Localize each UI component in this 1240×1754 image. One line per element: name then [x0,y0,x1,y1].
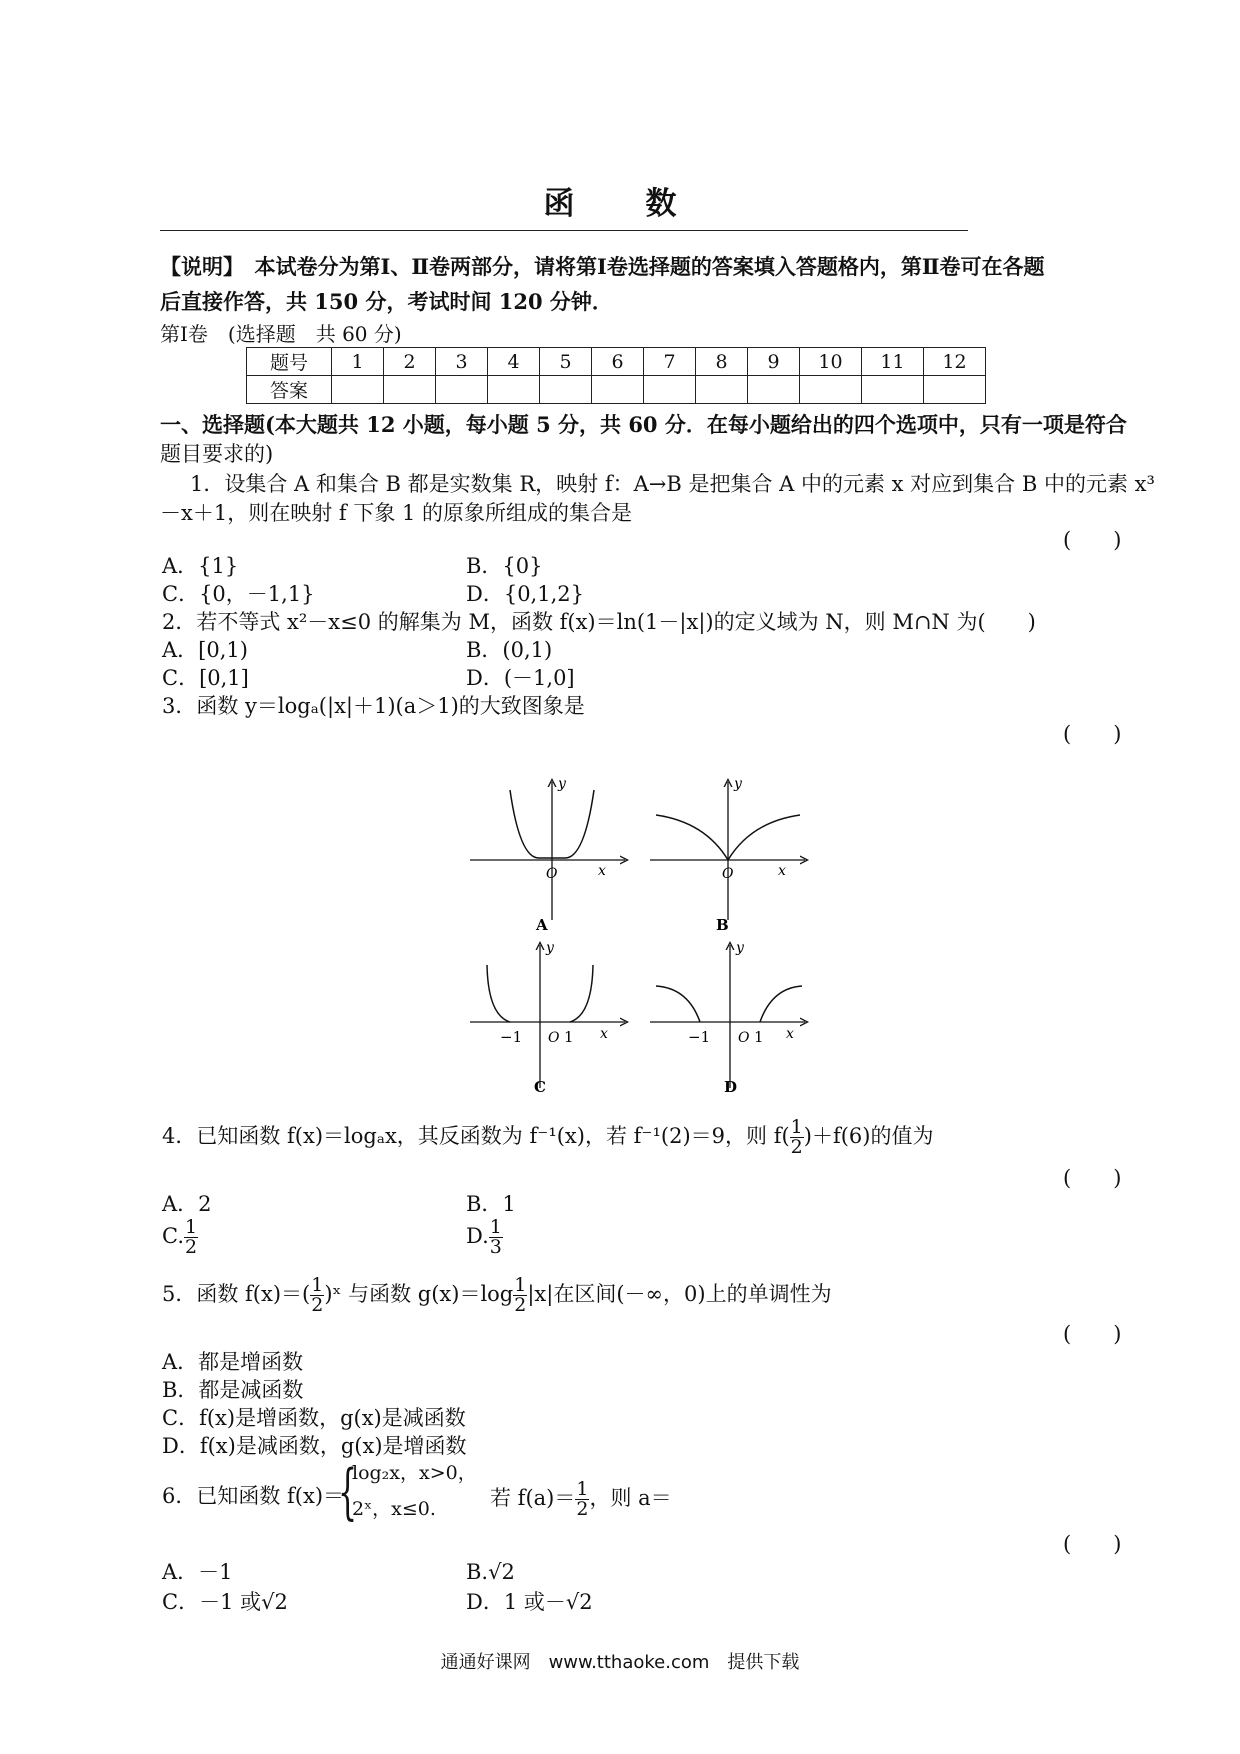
q6-answer-paren: ( ) [1063,1532,1122,1556]
q5-frac2-num: 1 [514,1274,527,1296]
graph-d-label: D [724,1078,738,1096]
q5-option-d[interactable]: D．f(x)是减函数，g(x)是增函数 [162,1434,467,1458]
q6-option-d[interactable]: D．1 或－√2 [466,1590,593,1614]
q4-d-num: 1 [489,1216,502,1238]
q4-stem-a: 4．已知函数 f(x)＝logₐx，其反函数为 f⁻¹(x)，若 f⁻¹(2)＝9，则 f( [162,1124,790,1148]
graph-b-origin: O [722,866,734,882]
q4-fraction [790,1118,804,1157]
q6-case-2: 2ˣ，x≤0. [352,1498,436,1520]
q5-frac2-den: 2 [514,1294,527,1316]
q4-c-den: 2 [185,1236,198,1258]
graph-c[interactable] [470,940,625,1096]
q2-stem: 2．若不等式 x²－x≤0 的解集为 M，函数 f(x)＝ln(1－|x|)的定义域为 N，则 M∩N 为( ) [162,610,1036,634]
q4-option-d-label: D. [466,1224,489,1248]
q4-answer-paren: ( ) [1063,1166,1122,1190]
q5-option-b[interactable]: B．都是减函数 [162,1378,304,1402]
graph-a-origin: O [546,866,558,882]
graph-c-neg1: −1 [500,1028,523,1046]
q4-d-den: 3 [489,1236,502,1258]
graph-b-label: B [716,916,729,934]
q3-graphs [460,770,820,1110]
graph-c-x-label: x [600,1026,608,1042]
graph-d-x-label: x [786,1026,794,1042]
section1-line-1 [160,408,1127,442]
answer-cell[interactable] [332,376,384,404]
q4-option-d-fraction [489,1218,503,1257]
graph-b-x-label: x [778,863,786,879]
q4-stem-b: )＋f(6)的值为 [803,1124,934,1148]
q1-answer-paren: ( ) [1063,528,1122,552]
intro-text-1: 本试卷分为第Ⅰ、Ⅱ卷两部分，请将第Ⅰ卷选择题的答案填入答题格内，第Ⅱ卷可在各题 [254,254,1045,279]
q6-fraction [575,1480,589,1519]
q4-c-num: 1 [185,1216,198,1238]
graph-d-neg1: −1 [688,1028,711,1046]
q6-stem-b-text: 若 f(a)＝ [490,1486,576,1510]
table-header-answers: 答案 [247,376,332,404]
q1-option-d[interactable]: D．{0,1,2} [466,582,584,606]
answer-cell[interactable] [748,376,800,404]
footer-text: 通通好课网 www.tthaoke.com 提供下载 [440,1652,800,1673]
q6-option-c[interactable]: C．－1 或√2 [162,1590,288,1614]
table-number-cell: 12 [924,348,986,376]
answer-cell[interactable] [488,376,540,404]
q3-stem: 3．函数 y＝logₐ(|x|＋1)(a＞1)的大致图象是 [162,694,585,718]
section1-line-2: 题目要求的) [160,442,274,466]
table-header-numbers: 题号 [247,348,332,376]
q6-brace: { [338,1457,358,1527]
q5-fraction-1 [310,1276,324,1315]
q4-option-d[interactable] [466,1218,503,1257]
answer-cell[interactable] [800,376,862,404]
answer-table [246,347,986,404]
answer-cell[interactable] [540,376,592,404]
q4-frac-num: 1 [790,1116,803,1138]
graph-a-label: A [536,916,548,934]
table-number-cell: 5 [540,348,592,376]
table-number-cell: 6 [592,348,644,376]
q6-option-a[interactable]: A．－1 [162,1560,233,1584]
q6-frac-num: 1 [576,1478,589,1500]
graph-c-origin: O [548,1030,560,1046]
part1-desc: (选择题 共 60 分) [227,322,402,346]
answer-cell[interactable] [644,376,696,404]
table-number-cell: 11 [862,348,924,376]
q5-stem-c: |x|在区间(－∞，0)上的单调性为 [527,1282,832,1306]
q4-option-c-fraction [184,1218,198,1257]
q5-frac1-num: 1 [311,1274,324,1296]
q1-option-a[interactable]: A．{1} [162,554,239,578]
table-number-cell: 10 [800,348,862,376]
graph-b[interactable] [650,776,805,934]
q1-option-b[interactable]: B．{0} [466,554,543,578]
q5-fraction-2 [513,1276,527,1315]
q4-option-b[interactable]: B．1 [466,1192,516,1216]
q6-option-b[interactable]: B.√2 [466,1560,515,1584]
q6-stem-c: ，则 a＝ [589,1486,672,1510]
q3-answer-paren: ( ) [1063,722,1122,746]
q6-frac-den: 2 [576,1498,589,1520]
q5-stem-b: )ˣ 与函数 g(x)＝log [324,1282,514,1306]
page-title: 函 数 [543,186,697,222]
graph-d-origin: O [738,1030,750,1046]
table-number-cell: 7 [644,348,696,376]
intro-line-1 [160,250,1045,284]
title-rule [160,230,968,231]
table-number-cell: 4 [488,348,540,376]
q4-option-c-label: C. [162,1224,184,1248]
table-number-cell: 9 [748,348,800,376]
graph-a-y-label: y [558,776,566,792]
graph-a[interactable] [470,776,625,934]
answer-cell[interactable] [696,376,748,404]
graph-d-y-label: y [736,940,744,956]
q1-option-c[interactable]: C．{0，－1,1} [162,582,315,606]
answer-cell[interactable] [592,376,644,404]
q6-stem-a: 6．已知函数 f(x)＝ [162,1484,345,1508]
answer-table-row-numbers [247,348,986,376]
table-number-cell: 8 [696,348,748,376]
answer-cell[interactable] [436,376,488,404]
q2-option-d[interactable]: D．(－1,0] [466,666,575,690]
part1-label: 第Ⅰ卷 [160,322,208,346]
graph-d[interactable] [650,940,805,1096]
graph-c-one: 1 [564,1028,574,1046]
table-number-cell: 3 [436,348,488,376]
intro-label: 【说明】 [160,254,234,279]
answer-cell[interactable] [862,376,924,404]
q6-case-1: log₂x，x>0， [352,1462,477,1484]
q2-option-c[interactable]: C．[0,1] [162,666,249,690]
q5-frac1-den: 2 [311,1294,324,1316]
graph-c-label: C [534,1078,546,1096]
intro-line-2: 后直接作答，共 150 分，考试时间 120 分钟． [160,289,613,314]
q1-stem-line-2: －x＋1，则在映射 f 下象 1 的原象所组成的集合是 [160,501,633,525]
q5-answer-paren: ( ) [1063,1322,1122,1346]
q5-stem [162,1276,832,1315]
q2-option-a[interactable]: A．[0,1) [162,638,248,662]
q1-stem-line-1: 1．设集合 A 和集合 B 都是实数集 R，映射 f：A→B 是把集合 A 中的元素 x 对应到集合 B 中的元素 x³ [190,472,1155,496]
section1-text-1: 一、选择题(本大题共 12 小题，每小题 5 分，共 60 分．在每小题给出的四个选项中，只有一项是符合 [160,412,1127,437]
q4-stem [162,1118,933,1157]
graph-a-x-label: x [598,863,606,879]
q6-stem-b [490,1480,672,1519]
q2-option-b[interactable]: B．(0,1) [466,638,553,662]
graph-d-one: 1 [754,1028,764,1046]
graph-b-y-label: y [734,776,742,792]
table-number-cell: 1 [332,348,384,376]
answer-cell[interactable] [924,376,986,404]
table-number-cell: 2 [384,348,436,376]
q4-frac-den: 2 [790,1136,803,1158]
q5-option-c[interactable]: C．f(x)是增函数，g(x)是减函数 [162,1406,466,1430]
answer-cell[interactable] [384,376,436,404]
q5-stem-a: 5．函数 f(x)＝( [162,1282,311,1306]
answer-table-row-answers [247,376,986,404]
q4-option-c[interactable] [162,1218,198,1257]
q5-option-a[interactable]: A．都是增函数 [162,1350,304,1374]
q4-option-a[interactable]: A．2 [162,1192,212,1216]
graph-c-y-label: y [546,940,554,956]
